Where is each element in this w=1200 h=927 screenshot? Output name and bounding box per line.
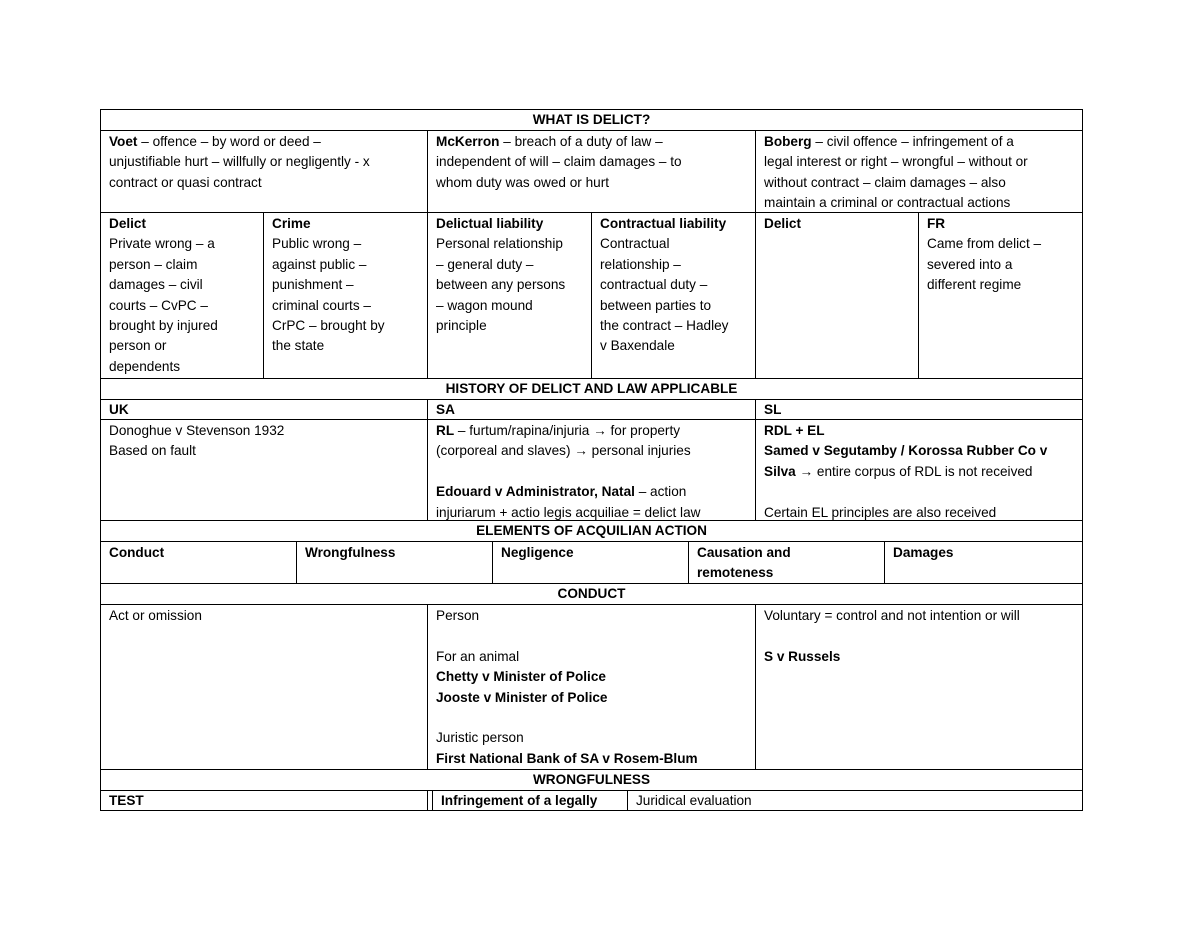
element-wrongfulness: Wrongfulness — [297, 542, 493, 583]
russels-case: S v Russels — [764, 648, 841, 664]
animal-label: For an animal — [436, 648, 520, 664]
edouard-case: Edouard v Administrator, Natal — [436, 484, 635, 500]
comparison-row — [100, 213, 1083, 379]
infringement-label: Infringement of a legally — [432, 791, 628, 810]
delictual-line: principle — [436, 318, 487, 334]
uk-label: UK — [101, 400, 428, 419]
boberg-line1: – civil offence – infringement of a — [811, 134, 1014, 149]
mckerron-name: McKerron — [436, 134, 500, 149]
sa-line2: (corporeal and slaves) — [436, 443, 575, 459]
boberg-line4: maintain a criminal or contractual actions — [764, 195, 1011, 211]
act-or-omission: Act or omission — [109, 608, 202, 623]
delict-line: person – claim — [109, 256, 198, 272]
mckerron-definition — [428, 131, 756, 212]
wrongfulness-row — [100, 791, 1083, 811]
contractual-line: contractual duty – — [600, 277, 708, 293]
elements-title: ELEMENTS OF ACQUILIAN ACTION — [476, 523, 707, 538]
delict-line: damages – civil — [109, 277, 203, 293]
juristic-label: Juristic person — [436, 730, 524, 746]
causation-line1: Causation and — [697, 545, 791, 560]
delictual-line: – general duty – — [436, 256, 534, 272]
sa-label: SA — [428, 400, 756, 419]
delict-line: dependents — [109, 358, 181, 374]
section-header-row — [100, 379, 1083, 400]
crime-line: against public – — [272, 256, 367, 272]
contractual-line: the contract – Hadley — [600, 318, 729, 334]
element-damages: Damages — [893, 545, 954, 560]
causation-line2: remoteness — [697, 565, 774, 581]
delict2-heading: Delict — [764, 216, 802, 231]
voet-line2: unjustifiable hurt – willfully or negligently - x — [109, 154, 370, 170]
boberg-definition — [756, 131, 1082, 212]
contractual-line: v Baxendale — [600, 338, 675, 354]
element-causation — [689, 542, 885, 583]
contractual-line: relationship – — [600, 256, 681, 272]
contractual-liability-cell — [592, 213, 756, 378]
element-conduct: Conduct — [101, 542, 297, 583]
sl-content — [756, 420, 1082, 520]
sa-line2-end: personal injuries — [587, 443, 691, 459]
crime-line: CrPC – brought by — [272, 318, 385, 334]
test-label: TEST — [101, 791, 428, 810]
sa-line1-end: for property — [606, 423, 681, 438]
delict-line: brought by injured — [109, 318, 218, 334]
conduct-title: CONDUCT — [557, 586, 626, 601]
contractual-line: between parties to — [600, 297, 712, 313]
history-title: HISTORY OF DELICT AND LAW APPLICABLE — [445, 381, 738, 396]
element-negligence: Negligence — [493, 542, 689, 583]
mckerron-line3: whom duty was owed or hurt — [436, 174, 610, 190]
arrow-icon: → — [799, 463, 814, 479]
uk-content — [101, 420, 428, 520]
juridical-label: Juridical evaluation — [636, 793, 752, 808]
uk-case: Donoghue v Stevenson 1932 — [109, 423, 285, 438]
voet-name: Voet — [109, 134, 138, 149]
sl-line3: entire corpus of RDL is not received — [813, 463, 1033, 479]
sa-line4: injuriarum + actio legis acquiliae = delict law — [436, 504, 701, 520]
voluntary-line: Voluntary = control and not intention or will — [764, 608, 1020, 623]
boberg-line3: without contract – claim damages – also — [764, 174, 1006, 190]
fr-line: different regime — [927, 277, 1022, 293]
conduct-col1 — [101, 605, 428, 769]
voet-line1: – offence – by word or deed – — [137, 134, 321, 149]
section-header-row — [100, 109, 1083, 131]
sa-content — [428, 420, 756, 520]
sl-law: RDL + EL — [764, 423, 825, 438]
conduct-col3 — [756, 605, 1082, 769]
contractual-heading: Contractual liability — [600, 216, 727, 231]
crime-heading: Crime — [272, 216, 311, 231]
rl-label: RL — [436, 423, 455, 438]
conduct-row — [100, 605, 1083, 770]
fnb-case: First National Bank of SA v Rosem-Blum — [436, 750, 698, 766]
jurisdiction-row — [100, 400, 1083, 420]
delict-line: Private wrong – a — [109, 236, 215, 252]
fr-cell — [919, 213, 1082, 378]
uk-basis: Based on fault — [109, 443, 196, 459]
crime-line: the state — [272, 338, 325, 354]
crime-line: criminal courts – — [272, 297, 371, 313]
fr-heading: FR — [927, 216, 946, 231]
silva-case: Silva — [764, 463, 800, 479]
conduct-col2 — [428, 605, 756, 769]
delictual-liability-cell — [428, 213, 592, 378]
history-content-row — [100, 420, 1083, 521]
sl-label: SL — [764, 402, 782, 417]
arrow-icon: → — [574, 443, 588, 459]
delict-fr-cell — [756, 213, 919, 378]
sl-cases: Samed v Segutamby / Korossa Rubber Co v — [764, 443, 1048, 459]
mckerron-line2: independent of will – claim damages – to — [436, 154, 682, 170]
section-header-row — [100, 521, 1083, 542]
chetty-case: Chetty v Minister of Police — [436, 669, 606, 685]
arrow-icon: → — [593, 423, 607, 438]
delictual-line: – wagon mound — [436, 297, 533, 313]
jooste-case: Jooste v Minister of Police — [436, 689, 608, 705]
delictual-line: between any persons — [436, 277, 566, 293]
fr-line: severed into a — [927, 256, 1013, 272]
wrongfulness-title: WRONGFULNESS — [532, 772, 651, 787]
crime-line: Public wrong – — [272, 236, 362, 252]
person-label: Person — [436, 608, 480, 623]
fr-line: Came from delict – — [927, 236, 1042, 252]
voet-line3: contract or quasi contract — [109, 174, 262, 190]
sa-case-rest: – action — [634, 484, 687, 500]
notes-table — [100, 109, 1083, 811]
voet-definition — [101, 131, 428, 212]
sa-line1: – furtum/rapina/injuria — [454, 423, 594, 438]
delictual-heading: Delictual liability — [436, 216, 544, 231]
sl-line4: Certain EL principles are also received — [764, 504, 997, 520]
definitions-row — [100, 131, 1083, 213]
delict-cell — [101, 213, 264, 378]
section-header-row — [100, 584, 1083, 605]
delict-line: person or — [109, 338, 167, 354]
boberg-name: Boberg — [764, 134, 812, 149]
elements-row — [100, 542, 1083, 584]
crime-cell — [264, 213, 428, 378]
contractual-line: Contractual — [600, 236, 670, 252]
delict-heading: Delict — [109, 216, 147, 231]
delictual-line: Personal relationship — [436, 236, 563, 252]
mckerron-line1: – breach of a duty of law – — [499, 134, 663, 149]
section-header-row — [100, 770, 1083, 791]
delict-line: courts – CvPC – — [109, 297, 208, 313]
crime-line: punishment – — [272, 277, 354, 293]
boberg-line2: legal interest or right – wrongful – without or — [764, 154, 1028, 170]
what-is-delict-title: WHAT IS DELICT? — [532, 112, 651, 127]
